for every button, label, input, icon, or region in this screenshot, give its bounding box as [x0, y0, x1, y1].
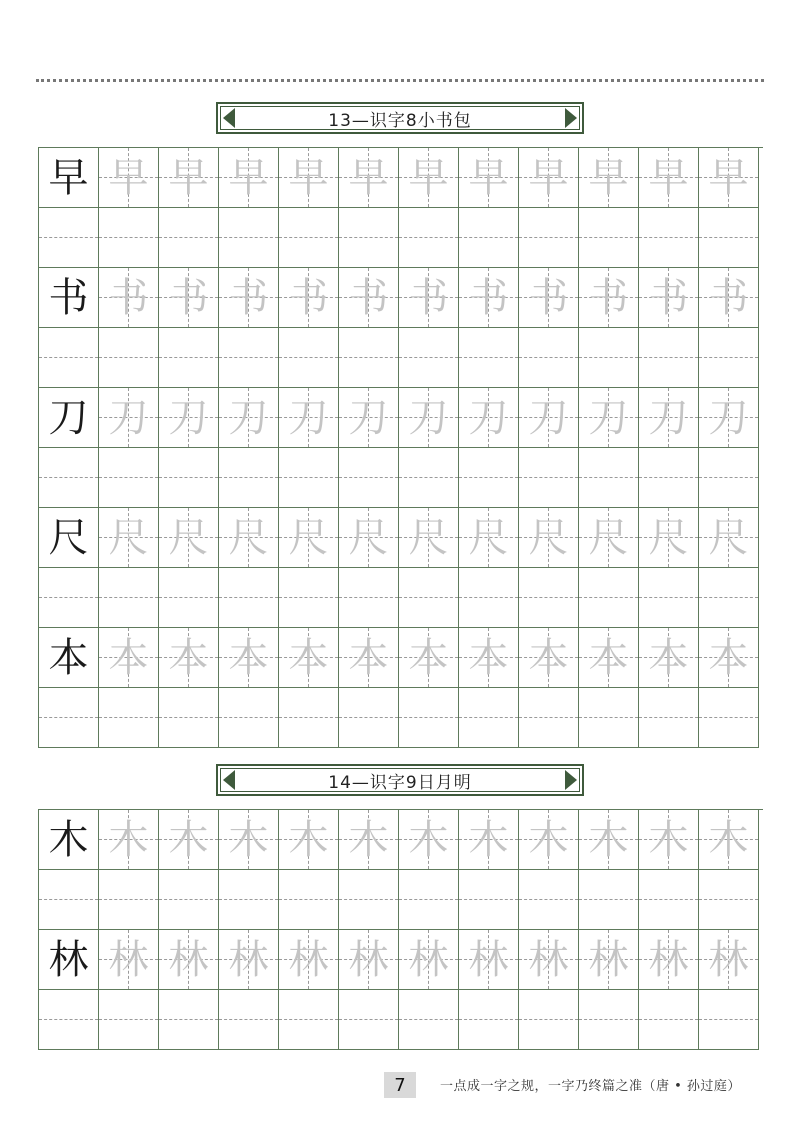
trace-character: 林 — [588, 936, 629, 983]
trace-character: 木 — [228, 816, 269, 863]
trace-character-cell — [639, 508, 699, 568]
trace-character: 林 — [468, 936, 509, 983]
blank-practice-cell — [339, 448, 399, 508]
trace-character-cell — [519, 268, 579, 328]
blank-practice-cell — [699, 990, 759, 1050]
trace-character: 刀 — [408, 394, 449, 441]
trace-character: 刀 — [588, 394, 629, 441]
trace-character: 尺 — [228, 514, 269, 561]
blank-practice-cell — [579, 328, 639, 388]
blank-practice-cell — [519, 328, 579, 388]
trace-character-cell — [699, 508, 759, 568]
blank-practice-cell — [699, 208, 759, 268]
trace-character-cell — [399, 628, 459, 688]
trace-character: 刀 — [288, 394, 329, 441]
trace-character-cell — [219, 268, 279, 328]
trace-character-cell — [159, 268, 219, 328]
trace-character: 刀 — [168, 394, 209, 441]
trace-character: 本 — [648, 634, 689, 681]
blank-practice-cell — [399, 870, 459, 930]
trace-character: 尺 — [108, 514, 149, 561]
trace-character-cell — [579, 508, 639, 568]
section-banner-2 — [216, 764, 584, 796]
blank-practice-cell — [579, 870, 639, 930]
trace-character: 刀 — [648, 394, 689, 441]
trace-character-cell — [339, 930, 399, 990]
trace-character: 木 — [588, 816, 629, 863]
trace-character-cell — [399, 148, 459, 208]
trace-character: 尺 — [708, 514, 749, 561]
trace-character-cell — [459, 268, 519, 328]
model-character: 书 — [48, 274, 89, 321]
trace-character: 林 — [348, 936, 389, 983]
trace-character: 林 — [648, 936, 689, 983]
trace-character: 本 — [468, 634, 509, 681]
blank-practice-cell — [579, 208, 639, 268]
trace-character-cell — [339, 148, 399, 208]
trace-character: 刀 — [708, 394, 749, 441]
trace-character: 林 — [528, 936, 569, 983]
trace-character: 本 — [528, 634, 569, 681]
trace-character: 林 — [708, 936, 749, 983]
trace-character: 本 — [108, 634, 149, 681]
page-number: 7 — [384, 1072, 416, 1098]
trace-character-cell — [639, 388, 699, 448]
trace-character: 本 — [708, 634, 749, 681]
blank-practice-cell — [459, 688, 519, 748]
trace-character-cell — [159, 508, 219, 568]
model-character-cell — [39, 930, 99, 990]
blank-practice-cell — [279, 448, 339, 508]
trace-character-cell — [339, 810, 399, 870]
blank-practice-cell — [459, 208, 519, 268]
trace-character: 林 — [108, 936, 149, 983]
trace-character: 木 — [468, 816, 509, 863]
blank-practice-cell — [39, 568, 99, 628]
trace-character: 早 — [408, 154, 449, 201]
trace-character: 木 — [528, 816, 569, 863]
trace-character-cell — [519, 508, 579, 568]
trace-character: 本 — [168, 634, 209, 681]
blank-practice-cell — [579, 568, 639, 628]
trace-character: 木 — [108, 816, 149, 863]
trace-character-cell — [459, 628, 519, 688]
trace-character: 书 — [108, 274, 149, 321]
trace-character-cell — [279, 268, 339, 328]
blank-practice-cell — [159, 688, 219, 748]
model-character: 刀 — [48, 394, 89, 441]
trace-character: 刀 — [228, 394, 269, 441]
blank-practice-cell — [279, 328, 339, 388]
trace-character: 林 — [168, 936, 209, 983]
blank-practice-cell — [699, 568, 759, 628]
trace-character-cell — [639, 810, 699, 870]
trace-character: 刀 — [528, 394, 569, 441]
trace-character: 尺 — [528, 514, 569, 561]
blank-practice-cell — [519, 568, 579, 628]
blank-practice-cell — [399, 568, 459, 628]
blank-practice-cell — [699, 448, 759, 508]
blank-practice-cell — [159, 448, 219, 508]
model-character: 林 — [48, 936, 89, 983]
trace-character-cell — [99, 930, 159, 990]
section-banner-1 — [216, 102, 584, 134]
trace-character: 木 — [708, 816, 749, 863]
blank-practice-cell — [219, 328, 279, 388]
blank-practice-cell — [399, 688, 459, 748]
section-title: 14—识字9日月明 — [328, 772, 472, 793]
trace-character: 早 — [348, 154, 389, 201]
trace-character-cell — [159, 930, 219, 990]
blank-practice-cell — [639, 688, 699, 748]
blank-practice-cell — [519, 448, 579, 508]
blank-practice-cell — [39, 328, 99, 388]
trace-character-cell — [159, 628, 219, 688]
blank-practice-cell — [339, 870, 399, 930]
trace-character: 早 — [708, 154, 749, 201]
blank-practice-cell — [279, 208, 339, 268]
trace-character-cell — [99, 148, 159, 208]
blank-practice-cell — [339, 328, 399, 388]
trace-character-cell — [399, 388, 459, 448]
banner-left-arrow-icon — [223, 108, 235, 128]
model-character-cell — [39, 268, 99, 328]
blank-practice-cell — [339, 568, 399, 628]
trace-character: 本 — [408, 634, 449, 681]
blank-practice-cell — [159, 568, 219, 628]
trace-character: 尺 — [588, 514, 629, 561]
practice-grid-2 — [38, 809, 763, 1050]
blank-practice-cell — [339, 688, 399, 748]
top-dotted-rule — [36, 79, 764, 82]
trace-character-cell — [219, 628, 279, 688]
trace-character-cell — [699, 628, 759, 688]
banner-left-arrow-icon — [223, 770, 235, 790]
trace-character: 早 — [168, 154, 209, 201]
blank-practice-cell — [99, 328, 159, 388]
trace-character-cell — [699, 388, 759, 448]
trace-character-cell — [279, 508, 339, 568]
blank-practice-cell — [699, 870, 759, 930]
trace-character: 书 — [588, 274, 629, 321]
blank-practice-cell — [459, 328, 519, 388]
trace-character-cell — [279, 810, 339, 870]
trace-character: 本 — [348, 634, 389, 681]
footer-quote: 一点成一字之规，一字乃终篇之准（唐 • 孙过庭） — [440, 1079, 741, 1094]
blank-practice-cell — [219, 688, 279, 748]
trace-character-cell — [339, 268, 399, 328]
trace-character-cell — [339, 628, 399, 688]
trace-character-cell — [459, 508, 519, 568]
trace-character-cell — [99, 628, 159, 688]
blank-practice-cell — [159, 870, 219, 930]
blank-practice-cell — [699, 688, 759, 748]
blank-practice-cell — [579, 990, 639, 1050]
trace-character-cell — [639, 148, 699, 208]
section-title: 13—识字8小书包 — [328, 110, 472, 131]
trace-character: 林 — [408, 936, 449, 983]
trace-character: 书 — [228, 274, 269, 321]
trace-character-cell — [639, 628, 699, 688]
trace-character: 尺 — [468, 514, 509, 561]
blank-practice-cell — [699, 328, 759, 388]
model-character-cell — [39, 148, 99, 208]
blank-practice-cell — [339, 208, 399, 268]
trace-character: 早 — [468, 154, 509, 201]
trace-character: 本 — [288, 634, 329, 681]
blank-practice-cell — [159, 208, 219, 268]
trace-character: 本 — [588, 634, 629, 681]
trace-character: 林 — [228, 936, 269, 983]
blank-practice-cell — [399, 328, 459, 388]
blank-practice-cell — [519, 990, 579, 1050]
trace-character-cell — [279, 628, 339, 688]
blank-practice-cell — [579, 448, 639, 508]
trace-character-cell — [579, 628, 639, 688]
trace-character-cell — [219, 810, 279, 870]
blank-practice-cell — [279, 568, 339, 628]
blank-practice-cell — [339, 990, 399, 1050]
blank-practice-cell — [99, 870, 159, 930]
trace-character-cell — [459, 930, 519, 990]
trace-character: 早 — [648, 154, 689, 201]
blank-practice-cell — [519, 208, 579, 268]
blank-practice-cell — [219, 568, 279, 628]
trace-character: 林 — [288, 936, 329, 983]
trace-character: 刀 — [468, 394, 509, 441]
blank-practice-cell — [99, 990, 159, 1050]
trace-character: 刀 — [108, 394, 149, 441]
blank-practice-cell — [579, 688, 639, 748]
trace-character-cell — [279, 930, 339, 990]
model-character-cell — [39, 810, 99, 870]
trace-character-cell — [219, 148, 279, 208]
blank-practice-cell — [639, 208, 699, 268]
blank-practice-cell — [159, 328, 219, 388]
trace-character-cell — [219, 930, 279, 990]
blank-practice-cell — [39, 990, 99, 1050]
trace-character-cell — [699, 930, 759, 990]
trace-character-cell — [699, 148, 759, 208]
trace-character-cell — [219, 508, 279, 568]
blank-practice-cell — [99, 568, 159, 628]
trace-character-cell — [399, 930, 459, 990]
trace-character-cell — [639, 268, 699, 328]
trace-character: 早 — [228, 154, 269, 201]
blank-practice-cell — [39, 448, 99, 508]
blank-practice-cell — [39, 208, 99, 268]
blank-practice-cell — [279, 870, 339, 930]
blank-practice-cell — [639, 568, 699, 628]
blank-practice-cell — [99, 688, 159, 748]
trace-character: 书 — [168, 274, 209, 321]
trace-character: 书 — [288, 274, 329, 321]
trace-character-cell — [519, 148, 579, 208]
blank-practice-cell — [219, 870, 279, 930]
trace-character-cell — [459, 810, 519, 870]
trace-character-cell — [459, 148, 519, 208]
trace-character-cell — [519, 930, 579, 990]
trace-character-cell — [99, 810, 159, 870]
model-character: 本 — [48, 634, 89, 681]
blank-practice-cell — [519, 870, 579, 930]
model-character: 木 — [48, 816, 89, 863]
blank-practice-cell — [99, 208, 159, 268]
trace-character: 尺 — [288, 514, 329, 561]
blank-practice-cell — [39, 688, 99, 748]
trace-character-cell — [339, 388, 399, 448]
trace-character-cell — [579, 148, 639, 208]
trace-character: 本 — [228, 634, 269, 681]
model-character-cell — [39, 628, 99, 688]
blank-practice-cell — [639, 990, 699, 1050]
trace-character: 木 — [348, 816, 389, 863]
model-character-cell — [39, 508, 99, 568]
blank-practice-cell — [459, 990, 519, 1050]
trace-character: 木 — [288, 816, 329, 863]
blank-practice-cell — [39, 870, 99, 930]
trace-character-cell — [579, 388, 639, 448]
trace-character-cell — [579, 930, 639, 990]
trace-character: 早 — [528, 154, 569, 201]
trace-character-cell — [279, 148, 339, 208]
blank-practice-cell — [99, 448, 159, 508]
trace-character-cell — [219, 388, 279, 448]
blank-practice-cell — [279, 990, 339, 1050]
trace-character: 尺 — [168, 514, 209, 561]
trace-character: 早 — [108, 154, 149, 201]
trace-character: 木 — [408, 816, 449, 863]
blank-practice-cell — [459, 568, 519, 628]
model-character-cell — [39, 388, 99, 448]
trace-character-cell — [399, 508, 459, 568]
trace-character: 书 — [528, 274, 569, 321]
trace-character: 书 — [408, 274, 449, 321]
banner-right-arrow-icon — [565, 770, 577, 790]
trace-character: 尺 — [348, 514, 389, 561]
trace-character: 尺 — [408, 514, 449, 561]
blank-practice-cell — [279, 688, 339, 748]
trace-character: 木 — [648, 816, 689, 863]
trace-character-cell — [99, 388, 159, 448]
trace-character-cell — [99, 268, 159, 328]
trace-character-cell — [159, 810, 219, 870]
trace-character-cell — [159, 148, 219, 208]
blank-practice-cell — [219, 448, 279, 508]
trace-character-cell — [399, 810, 459, 870]
trace-character-cell — [99, 508, 159, 568]
trace-character-cell — [279, 388, 339, 448]
model-character: 早 — [48, 154, 89, 201]
trace-character-cell — [699, 268, 759, 328]
blank-practice-cell — [519, 688, 579, 748]
trace-character: 早 — [288, 154, 329, 201]
trace-character: 书 — [468, 274, 509, 321]
trace-character: 刀 — [348, 394, 389, 441]
trace-character: 早 — [588, 154, 629, 201]
trace-character: 书 — [648, 274, 689, 321]
trace-character-cell — [639, 930, 699, 990]
trace-character: 尺 — [648, 514, 689, 561]
blank-practice-cell — [399, 208, 459, 268]
trace-character-cell — [459, 388, 519, 448]
blank-practice-cell — [639, 448, 699, 508]
trace-character: 木 — [168, 816, 209, 863]
trace-character-cell — [159, 388, 219, 448]
trace-character-cell — [519, 810, 579, 870]
blank-practice-cell — [219, 208, 279, 268]
blank-practice-cell — [459, 870, 519, 930]
blank-practice-cell — [399, 448, 459, 508]
trace-character-cell — [339, 508, 399, 568]
model-character: 尺 — [48, 514, 89, 561]
trace-character-cell — [579, 268, 639, 328]
trace-character-cell — [519, 388, 579, 448]
blank-practice-cell — [159, 990, 219, 1050]
trace-character-cell — [579, 810, 639, 870]
blank-practice-cell — [639, 328, 699, 388]
trace-character-cell — [519, 628, 579, 688]
trace-character: 书 — [708, 274, 749, 321]
blank-practice-cell — [219, 990, 279, 1050]
blank-practice-cell — [459, 448, 519, 508]
trace-character: 书 — [348, 274, 389, 321]
trace-character-cell — [399, 268, 459, 328]
practice-grid-1 — [38, 147, 763, 748]
blank-practice-cell — [639, 870, 699, 930]
blank-practice-cell — [399, 990, 459, 1050]
banner-right-arrow-icon — [565, 108, 577, 128]
trace-character-cell — [699, 810, 759, 870]
